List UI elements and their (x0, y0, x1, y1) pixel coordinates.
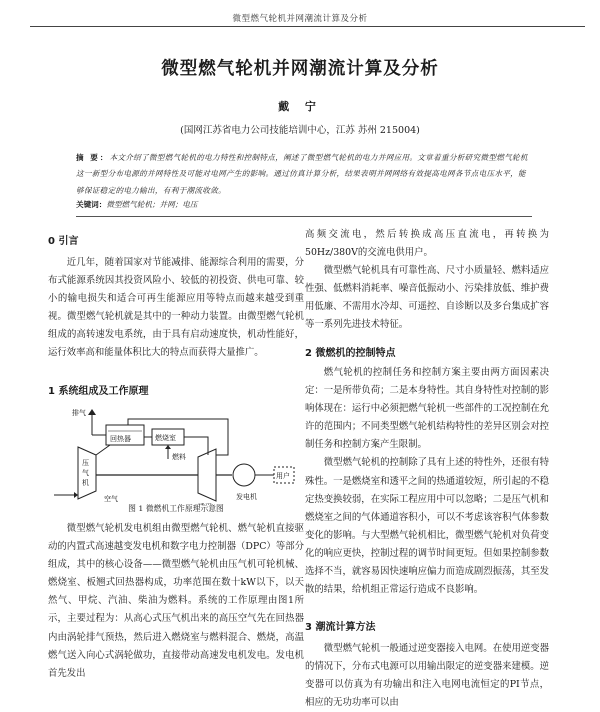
affiliation: (国网江苏省电力公司技能培训中心，江苏 苏州 215004) (180, 125, 420, 136)
keywords (76, 199, 532, 210)
label-combustor: 燃烧室 (155, 434, 176, 442)
paragraph: 微型燃气轮机发电机组由微型燃气轮机、燃气轮机直接驱动的内置式高速越变发电机和数字电力控制器（DPC）等部分组成，其中的核心设备——微型燃气轮机由压气机可轮机械、燃烧室、板翘式回热器构成，功率范围在数十kW以下，以天然气、甲烷、汽油、柴油为燃料。系统的工作原理由图1所示，主要过程为：从高心式压气机出来的高压空气先在回热器内由涡轮排气预热，然后进入燃烧室与燃料混合、燃烧，高温燃气送入向心式涡轮做功，直接带动高速发电机发电。发电机首先发出 (48, 523, 304, 679)
label-compressor-2: 气 (82, 469, 89, 477)
label-compressor-3: 机 (82, 479, 89, 487)
turbine-diagram (48, 405, 304, 505)
paragraph: 燃气轮机的控制任务和控制方案主要由两方面因素决定：一是所带负荷；二是本身特性。其自身特性对控制的影响体现在：运行中必须把燃气轮机一些部件的工况控制在允许的范围内；不同类型燃气轮机结构特性的差异区别会对控制任务和控制方案产生限制。 (305, 367, 549, 451)
figure-diagram (48, 405, 304, 505)
paragraph: 微型燃气轮机具有可靠性高、尺寸小质量轻、燃料适应性强、低燃料消耗率、噪音低振动小、污染排放低、维护费用低廉、不需用水冷却、可遥控、自诊断以及多台集成扩容等一系列先进技术特征。 (305, 265, 549, 331)
label-load: 用户 (276, 472, 290, 480)
section-heading-control: 2 微燃机的控制特点 (305, 348, 396, 359)
author: 戴 宁 (278, 100, 322, 113)
abstract-text: 本文介绍了微型燃气轮机的电力特性和控制特点，阐述了微型燃气轮机的电力并网应用。文章着重分析研究微型燃气轮机这一新型分布电源的并网特性及可能对电网产生的影响。通过仿真计算分析，结果表明并网网络有效提高电网各节点电压水平，能够保证稳定的电力输出，有利于潮流收敛。 (76, 153, 528, 195)
label-exhaust: 排气 (72, 409, 86, 417)
keywords-label: 关键词： (76, 200, 107, 209)
section-control-body (305, 364, 549, 599)
label-fuel: 燃料 (172, 453, 186, 461)
section-heading-powerflow: 3 潮流计算方法 (305, 622, 376, 633)
combustor-turbine-link (184, 437, 208, 455)
paragraph: 高频交流电，然后转换成高压直流电，再转换为50Hz/380V的交流电供用户。 (305, 229, 549, 259)
exhaust-arrow (88, 409, 96, 415)
abstract-rule (76, 216, 532, 217)
section-introduction-body (48, 254, 304, 363)
abstract-label: 摘 要： (76, 153, 110, 162)
turbine-exhaust-return (128, 419, 228, 455)
header-rule (30, 26, 585, 27)
running-header: 微型燃气轮机并网潮流计算及分析 (232, 14, 368, 24)
label-generator: 发电机 (236, 493, 257, 501)
paragraph: 微型燃气轮机的控制除了具有上述的特性外，还很有特殊性。一是燃烧室和透平之间的热通道较短，所引起的不稳定热变换较弱，在实际工程应用中可以忽略；二是压气机和燃烧室之间的气体通道容积小，可以不考虑该容积气体参数变化的影响。与大型燃气轮机相比，微型燃气轮机对负荷变化的响应更快，控制过程的调节时间更短。但如果控制参数选择不当，就容易因快速响应偏力而造成剧烈振荡，其至发散的结果，给机组正常运行造成不良影响。 (305, 457, 549, 596)
section-heading-introduction: 0 引言 (48, 236, 79, 247)
paragraph: 微型燃气轮机一般通过逆变器接入电网。在使用逆变器的情况下，分布式电源可以用输出限定的逆变器来建模。逆变器可以仿真为有功输出和注入电网电流恒定的PI节点，相应的无功功率可以由 (305, 643, 549, 709)
section-heading-system: 1 系统组成及工作原理 (48, 386, 149, 397)
generator-circle (233, 464, 255, 486)
compressor-recuperator-link (96, 445, 110, 455)
abstract (76, 150, 532, 199)
turbine-shape (198, 449, 216, 501)
label-air: 空气 (104, 495, 118, 503)
air-arrow (74, 492, 78, 498)
label-compressor-1: 压 (82, 459, 89, 467)
section-system-body-continued (305, 226, 549, 335)
paragraph: 近几年，随着国家对节能减排、能源综合利用的需要，分布式能源系统因其投资风险小、较低的初投资、供电可靠、较小的输电损失和适合可再生能源应用等特点而越来越受到重视。微型燃气轮机就是其中的一种动力装置。由微型燃气轮机组成的高转速发电系统，由于具有启动速度快，机动性能好，运行效率高和能量体积比大的特点而获得大量推广。 (48, 257, 304, 359)
fuel-arrow (165, 445, 171, 449)
paper-title: 微型燃气轮机并网潮流计算及分析 (161, 59, 439, 79)
figure-caption: 图 1 微燃机工作原理示意图 (128, 504, 224, 513)
keywords-text: 微型燃气轮机；并网；电压 (106, 200, 198, 209)
section-system-body (48, 520, 304, 683)
section-powerflow-body (305, 640, 549, 712)
label-recuperator: 回热器 (110, 435, 131, 443)
